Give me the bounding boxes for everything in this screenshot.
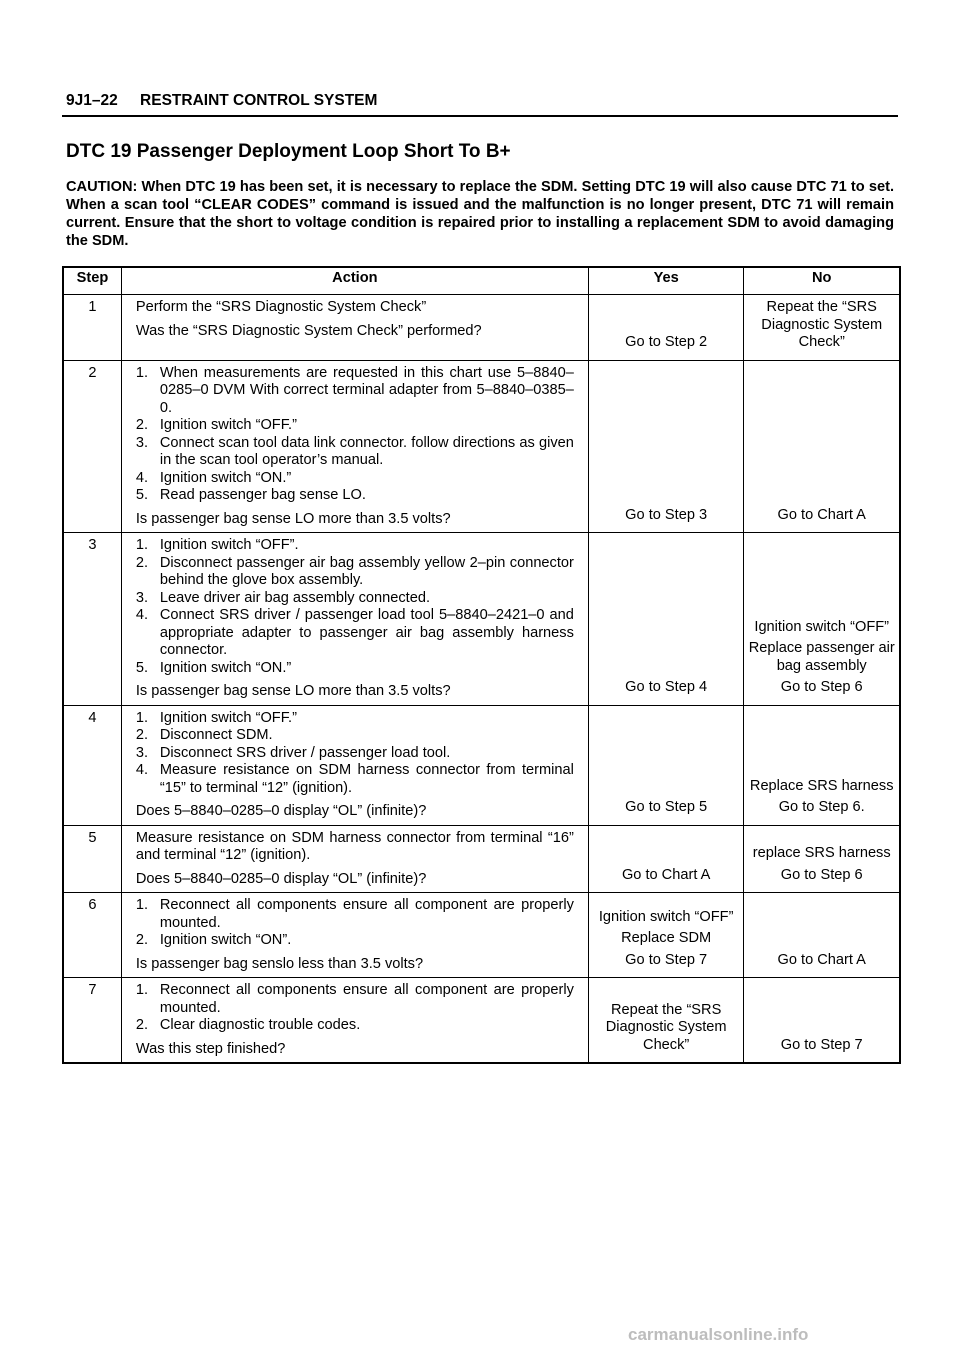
no-result-text: Go to Step 6 bbox=[780, 866, 863, 883]
yes-cell bbox=[588, 825, 744, 893]
action-question: Does 5–8840–0285–0 display “OL” (infinite)? bbox=[135, 803, 427, 819]
item-number: 2. bbox=[135, 727, 149, 743]
header-yes: Yes bbox=[588, 267, 744, 295]
item-number: 1. bbox=[135, 537, 149, 553]
diagnostic-table bbox=[62, 266, 901, 1064]
action-question: Was the “SRS Diagnostic System Check” performed? bbox=[135, 322, 482, 339]
table-row bbox=[63, 893, 900, 978]
action-cell bbox=[121, 705, 588, 825]
action-step-item bbox=[136, 365, 574, 418]
action-step-item bbox=[136, 932, 574, 950]
action-question: Does 5–8840–0285–0 display “OL” (infinite)? bbox=[135, 870, 427, 887]
action-cell bbox=[121, 360, 588, 533]
action-step-item bbox=[136, 487, 574, 505]
step-number: 6 bbox=[63, 893, 121, 978]
item-text: Reconnect all components ensure all component are properly mounted. bbox=[159, 897, 574, 931]
yes-result-text: Go to Step 2 bbox=[625, 334, 708, 350]
item-number: 2. bbox=[135, 932, 149, 948]
header-action: Action bbox=[121, 267, 588, 295]
action-cell bbox=[121, 825, 588, 893]
item-number: 5. bbox=[135, 659, 149, 676]
step-number: 2 bbox=[63, 360, 121, 533]
item-text: When measurements are requested in this chart use 5–8840–0285–0 DVM With correct terminal adapter from 5–8840–0385–0. bbox=[159, 364, 574, 416]
action-cell bbox=[121, 295, 588, 361]
no-result-text: Replace passenger air bag assembly bbox=[748, 640, 895, 674]
yes-result-text: Ignition switch “OFF” bbox=[598, 908, 734, 925]
item-number: 1. bbox=[135, 364, 149, 381]
action-step-item bbox=[136, 660, 574, 678]
item-text: Ignition switch “OFF”. bbox=[159, 537, 299, 553]
page-title: DTC 19 Passenger Deployment Loop Short To B+ bbox=[66, 141, 511, 162]
table-row bbox=[63, 825, 900, 893]
table-row bbox=[63, 705, 900, 825]
action-steps-list bbox=[136, 365, 574, 505]
step-number: 7 bbox=[63, 978, 121, 1064]
action-question: Is passenger bag sense LO more than 3.5 volts? bbox=[135, 510, 451, 527]
no-cell bbox=[744, 978, 900, 1064]
step-number: 1 bbox=[63, 295, 121, 361]
action-question: Is passenger bag senslo less than 3.5 volts? bbox=[135, 955, 424, 972]
item-number: 4. bbox=[135, 762, 149, 778]
action-step-item bbox=[136, 762, 574, 797]
item-text: Measure resistance on SDM harness connector from terminal “15” to terminal “12” (ignition). bbox=[159, 762, 574, 796]
action-step-item bbox=[136, 1017, 574, 1035]
yes-result-text: Go to Step 7 bbox=[625, 951, 708, 968]
page-code: 9J1–22 bbox=[66, 92, 118, 109]
action-step-item bbox=[136, 555, 574, 590]
item-text: Disconnect SRS driver / passenger load tool. bbox=[159, 744, 451, 761]
action-steps-list bbox=[136, 897, 574, 950]
no-cell bbox=[744, 533, 900, 706]
action-step-item bbox=[136, 417, 574, 435]
action-cell bbox=[121, 893, 588, 978]
action-intro: Measure resistance on SDM harness connector from terminal “16” and terminal “12” (ignition). bbox=[135, 829, 574, 863]
item-number: 2. bbox=[135, 554, 149, 571]
item-number: 3. bbox=[135, 744, 149, 761]
action-cell bbox=[121, 978, 588, 1064]
action-step-item bbox=[136, 590, 574, 608]
no-cell bbox=[744, 705, 900, 825]
no-result-text: Go to Step 6. bbox=[778, 799, 865, 815]
action-step-item bbox=[136, 607, 574, 660]
table-header-row bbox=[63, 267, 900, 295]
action-step-item bbox=[136, 537, 574, 555]
step-number: 5 bbox=[63, 825, 121, 893]
yes-result-text: Go to Step 4 bbox=[625, 679, 708, 695]
item-number: 3. bbox=[135, 589, 149, 606]
no-result-text: replace SRS harness bbox=[752, 845, 891, 861]
action-question: Is passenger bag sense LO more than 3.5 volts? bbox=[135, 683, 451, 699]
item-text: Disconnect passenger air bag assembly yellow 2–pin connector behind the glove box assembly. bbox=[159, 554, 574, 588]
table-row bbox=[63, 295, 900, 361]
item-text: Clear diagnostic trouble codes. bbox=[159, 1017, 361, 1033]
yes-result-text: Repeat the “SRS Diagnostic System Check” bbox=[605, 1001, 727, 1053]
item-text: Connect SRS driver / passenger load tool 5–8840–2421–0 and appropriate adapter to passenger air bag assembly harness connector. bbox=[159, 607, 574, 658]
caution-note: CAUTION: When DTC 19 has been set, it is necessary to replace the SDM. Setting DTC 19 will also cause DTC 71 to set. When a scan tool “CLEAR CODES” command is issued and the malfunction is no longer present, DTC 71 will remain current. Ensure that the short to voltage condition is repaired prior to installing a replacement SDM to avoid damaging the SDM. bbox=[66, 179, 894, 249]
action-step-item bbox=[136, 435, 574, 470]
yes-cell bbox=[588, 978, 744, 1064]
page-header bbox=[66, 92, 377, 110]
item-number: 1. bbox=[135, 709, 149, 726]
no-result-text: Go to Step 7 bbox=[780, 1036, 863, 1053]
header-step: Step bbox=[63, 267, 121, 295]
item-number: 1. bbox=[135, 897, 149, 913]
item-text: Connect scan tool data link connector. follow directions as given in the scan tool operator’s manual. bbox=[159, 434, 574, 468]
table-row bbox=[63, 360, 900, 533]
section-title: RESTRAINT CONTROL SYSTEM bbox=[140, 92, 378, 109]
item-number: 3. bbox=[135, 434, 149, 451]
item-text: Leave driver air bag assembly connected. bbox=[159, 589, 431, 606]
header-divider bbox=[62, 115, 898, 117]
yes-cell bbox=[588, 893, 744, 978]
item-number: 1. bbox=[135, 982, 149, 998]
item-text: Reconnect all components ensure all component are properly mounted. bbox=[159, 982, 574, 1016]
yes-result-text: Replace SDM bbox=[621, 930, 712, 946]
item-text: Disconnect SDM. bbox=[159, 727, 273, 743]
step-number: 3 bbox=[63, 533, 121, 706]
no-result-text: Go to Chart A bbox=[777, 951, 866, 968]
item-text: Ignition switch “ON.” bbox=[159, 469, 292, 486]
item-text: Ignition switch “OFF.” bbox=[159, 709, 297, 726]
yes-result-text: Go to Chart A bbox=[621, 866, 711, 883]
item-text: Ignition switch “OFF.” bbox=[159, 417, 297, 433]
no-cell bbox=[744, 360, 900, 533]
action-step-item bbox=[136, 470, 574, 488]
action-intro: Perform the “SRS Diagnostic System Check” bbox=[135, 299, 427, 315]
no-result-text: Replace SRS harness bbox=[749, 777, 894, 794]
no-result-text: Repeat the “SRS Diagnostic System Check” bbox=[761, 299, 883, 350]
no-cell bbox=[744, 825, 900, 893]
yes-result-text: Go to Step 3 bbox=[625, 506, 708, 523]
table-body bbox=[63, 295, 900, 1064]
action-step-item bbox=[136, 710, 574, 728]
step-number: 4 bbox=[63, 705, 121, 825]
table-row bbox=[63, 978, 900, 1064]
header-no: No bbox=[744, 267, 900, 295]
item-text: Ignition switch “ON.” bbox=[159, 659, 292, 676]
item-number: 4. bbox=[135, 607, 149, 623]
yes-cell bbox=[588, 360, 744, 533]
no-cell bbox=[744, 295, 900, 361]
no-result-text: Go to Chart A bbox=[777, 506, 866, 523]
yes-cell bbox=[588, 295, 744, 361]
item-text: Read passenger bag sense LO. bbox=[159, 487, 366, 503]
action-step-item bbox=[136, 745, 574, 763]
table-row bbox=[63, 533, 900, 706]
no-result-text: Ignition switch “OFF” bbox=[754, 618, 890, 635]
item-text: Ignition switch “ON”. bbox=[159, 932, 292, 948]
no-result-text: Go to Step 6 bbox=[780, 679, 863, 695]
item-number: 4. bbox=[135, 469, 149, 486]
item-number: 5. bbox=[135, 487, 149, 503]
yes-result-text: Go to Step 5 bbox=[625, 799, 708, 815]
yes-cell bbox=[588, 705, 744, 825]
no-cell bbox=[744, 893, 900, 978]
action-cell bbox=[121, 533, 588, 706]
item-number: 2. bbox=[135, 1017, 149, 1033]
action-steps-list bbox=[136, 982, 574, 1035]
action-question: Was this step finished? bbox=[135, 1040, 286, 1057]
action-step-item bbox=[136, 982, 574, 1017]
action-steps-list bbox=[136, 710, 574, 798]
action-step-item bbox=[136, 897, 574, 932]
action-step-item bbox=[136, 727, 574, 745]
watermark: carmanualsonline.info bbox=[628, 1325, 809, 1344]
action-steps-list bbox=[136, 537, 574, 677]
yes-cell bbox=[588, 533, 744, 706]
item-number: 2. bbox=[135, 417, 149, 433]
